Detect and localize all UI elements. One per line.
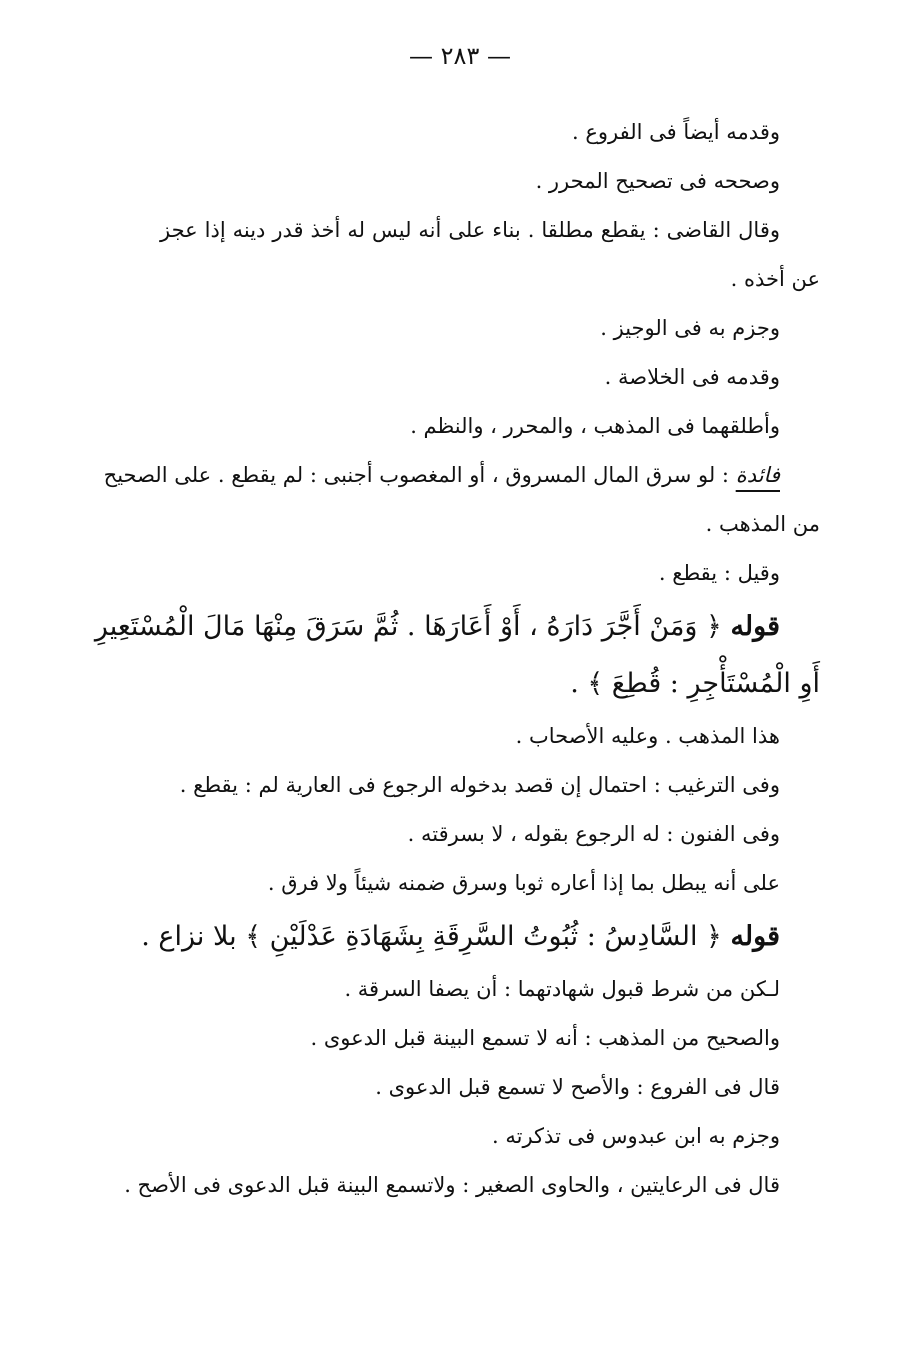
note-label: فائدة: [735, 463, 780, 487]
note-text: : لو سرق المال المسروق ، أو المغصوب أجنبى : لم يقطع . على الصحيح: [103, 463, 736, 487]
text-line: والصحيح من المذهب : أنه لا تسمع البينة قبل الدعوى .: [310, 1026, 780, 1050]
quote-text: ﴿ السَّادِسُ : ثُبُوتُ السَّرِقَةِ بِشَهَادَةِ عَدْلَيْنِ ﴾ بلا نزاع .: [141, 921, 731, 952]
page-body: [94, 108, 820, 1210]
text-line: قال فى الفروع : والأصح لا تسمع قبل الدعوى .: [375, 1075, 780, 1099]
text-line: وأطلقهما فى المذهب ، والمحرر ، والنظم .: [410, 414, 780, 438]
note-line: [103, 451, 820, 500]
text-line: وقال القاضى : يقطع مطلقا . بناء على أنه ليس له أخذ قدر دينه إذا عجز: [160, 218, 780, 242]
text-line: عن أخذه .: [730, 267, 820, 291]
text-line: هذا المذهب . وعليه الأصحاب .: [515, 724, 780, 748]
quote-label: قوله: [730, 611, 780, 642]
text-line: وقدمه أيضاً فى الفروع .: [571, 120, 780, 144]
text-line: وفى الفنون : له الرجوع بقوله ، لا بسرقته .: [407, 822, 780, 846]
text-line: وجزم به ابن عبدوس فى تذكرته .: [492, 1124, 780, 1148]
page-number: — ٢٨٣ —: [409, 42, 511, 70]
text-line: وصححه فى تصحيح المحرر .: [535, 169, 780, 193]
quote-text: ﴿ وَمَنْ أَجَّرَ دَارَهُ ، أَوْ أَعَارَهَا . ثُمَّ سَرَقَ مِنْهَا مَالَ الْمُسْتَعِيرِ: [94, 611, 731, 642]
quoted-text-line: أَوِ الْمُسْتَأْجِرِ : قُطِعَ ﴾ .: [570, 668, 820, 699]
quoted-text-line: [141, 908, 820, 965]
text-line: وقيل : يقطع .: [658, 561, 780, 585]
text-line: من المذهب .: [705, 512, 820, 536]
text-line: قال فى الرعايتين ، والحاوى الصغير : ولاتسمع البينة قبل الدعوى فى الأصح .: [124, 1173, 780, 1197]
quoted-text-line: [94, 598, 820, 655]
quote-label: قوله: [730, 921, 780, 952]
text-line: وقدمه فى الخلاصة .: [604, 365, 780, 389]
text-line: على أنه يبطل بما إذا أعاره ثوبا وسرق ضمنه شيئاً ولا فرق .: [267, 871, 780, 895]
text-line: وجزم به فى الوجيز .: [600, 316, 780, 340]
text-line: وفى الترغيب : احتمال إن قصد بدخوله الرجوع فى العارية لم : يقطع .: [179, 773, 780, 797]
text-line: لـكن من شرط قبول شهادتهما : أن يصفا السرقة .: [344, 977, 780, 1001]
